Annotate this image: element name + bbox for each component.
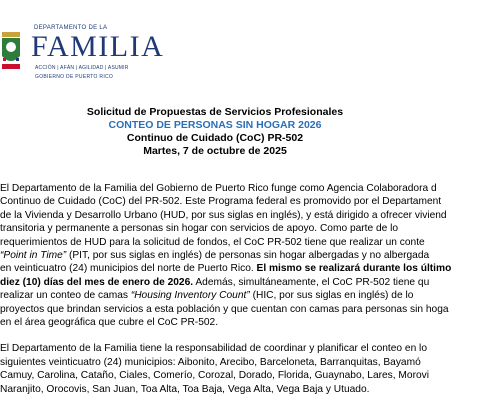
puerto-rico-coat-of-arms-icon (0, 30, 22, 72)
paragraph-2 (0, 342, 495, 396)
paragraph-line: Camuy, Carolina, Cataño, Ciales, Comerío, Corozal, Dorado, Florida, Guaynabo, Lares, Morovi (0, 370, 430, 382)
paragraph-line (0, 289, 495, 302)
government-line: GOBIERNO DE PUERTO RICO (35, 74, 114, 80)
count-date-text: El mismo se realizará durante los último (256, 263, 452, 275)
paragraph-line: proyectos que brindan servicios a esta población y que cuentan con camas para personas sin hoga (0, 303, 449, 315)
municipalities-text: en veinticuatro (24) municipios del norte de Puerto Rico. (0, 263, 257, 275)
paragraph-line: requerimientos de HUD para la solicitud de fondos, el CoC PR-502 tiene que realizar un conte (0, 236, 425, 248)
agency-top-line: DEPARTAMENTO DE LA (34, 25, 108, 31)
paragraph-line (0, 249, 495, 262)
heading-program: CONTEO DE PERSONAS SIN HOGAR 2026 (108, 119, 322, 131)
paragraph-1 (0, 182, 495, 329)
paragraph-line: Naranjito, Orocovis, San Juan, Toa Alta, Toa Baja, Vega Alta, Vega Baja y Utuado. (0, 383, 370, 395)
document-body (0, 182, 495, 409)
letterhead (0, 18, 200, 98)
hic-definition: (HIC, por sus siglas en inglés) de lo (249, 290, 414, 302)
agency-name: FAMILIA (31, 30, 165, 63)
paragraph-line: transitoria y permanente a personas sin hogar con servicios de apoyo. Como parte de lo (0, 223, 399, 235)
agency-values: ACCIÓN | AFÁN | AGILIDAD | ASUMIR (35, 65, 129, 71)
paragraph-line: en el área geográfica que cubre el CoC PR-502. (0, 317, 219, 329)
paragraph-line: de la Vivienda y Desarrollo Urbano (HUD, por sus siglas en inglés), y está dirigido a ofrecer viviend (0, 209, 447, 221)
heading-coc: Continuo de Cuidado (CoC) PR-502 (126, 132, 304, 144)
paragraph-line: siguientes veinticuatro (24) municipios: Aibonito, Arecibo, Barceloneta, Barranquitas, Bayamó (0, 356, 421, 368)
pit-definition: (PIT, por sus siglas en inglés) de personas sin hogar albergadas y no albergada (66, 250, 430, 262)
simultaneous-text: Además, simultáneamente, el CoC PR-502 tiene qu (193, 276, 430, 288)
document-heading (0, 106, 430, 158)
heading-title: Solicitud de Propuestas de Servicios Profesionales (86, 106, 344, 118)
paragraph-line: El Departamento de la Familia del Gobierno de Puerto Rico funge como Agencia Colaboradora d (0, 183, 437, 194)
paragraph-line (0, 276, 495, 289)
paragraph-line: El Departamento de la Familia tiene la responsabilidad de coordinar y planificar el conteo en lo (0, 343, 427, 355)
paragraph-line (0, 262, 495, 275)
hic-term: “Housing Inventory Count” (130, 290, 250, 302)
heading-date: Martes, 7 de octubre de 2025 (143, 145, 287, 157)
paragraph-line: Continuo de Cuidado (CoC) del PR-502. Este Programa federal es promovido por el Departament (0, 196, 442, 208)
bed-count-text: realizar un conteo de camas (0, 290, 131, 302)
count-date-text-cont: diez (10) días del mes de enero de 2026. (0, 276, 194, 288)
pit-term: “Point in Time” (0, 250, 67, 262)
